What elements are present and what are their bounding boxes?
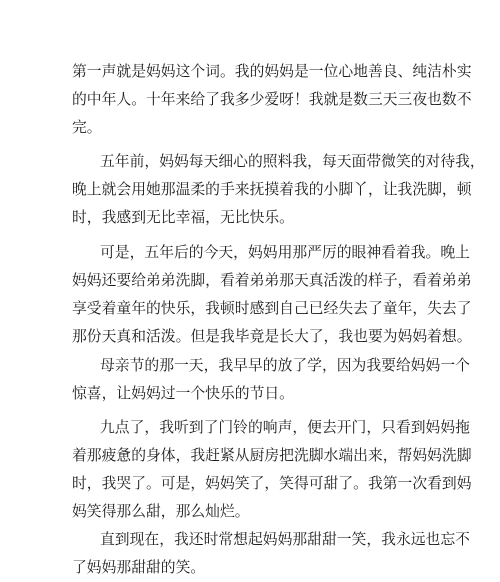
text-line: 完。 bbox=[72, 119, 102, 136]
text-line: 妈妈还要给弟弟洗脚，看着弟弟那天真活泼的样子，看着弟弟 bbox=[72, 272, 472, 289]
paragraph-5 bbox=[72, 414, 472, 526]
text-line: 的中年人。十年来给了我多少爱呀！我就是数三天三夜也数不 bbox=[72, 91, 472, 108]
text-line: 直到现在，我还时常想起妈妈那甜甜一笑，我永远也忘不 bbox=[100, 531, 470, 548]
paragraph-1 bbox=[72, 58, 472, 142]
text-line: 时，我感到无比幸福，无比快乐。 bbox=[72, 209, 294, 226]
text-line: 第一声就是妈妈这个词。我的妈妈是一位心地善良、纯洁朴实 bbox=[72, 63, 472, 80]
paragraph-4 bbox=[72, 352, 470, 408]
text-line: 妈笑得那么甜，那么灿烂。 bbox=[72, 503, 250, 520]
paragraph-6 bbox=[72, 526, 470, 582]
text-line: 母亲节的那一天，我早早的放了学，因为我要给妈妈一个 bbox=[100, 357, 470, 374]
text-line: 了妈妈那甜甜的笑。 bbox=[72, 559, 206, 576]
text-line: 着那疲惫的身体，我赶紧从厨房把洗脚水端出来，帮妈妈洗脚 bbox=[72, 447, 472, 464]
text-line: 时，我哭了。可是，妈妈笑了，笑得可甜了。我第一次看到妈 bbox=[72, 475, 472, 492]
text-line: 五年前，妈妈每天细心的照料我，每天面带微笑的对待我， bbox=[100, 153, 485, 170]
paragraph-2 bbox=[72, 148, 485, 232]
text-line: 晚上就会用她那温柔的手来抚摸着我的小脚丫，让我洗脚，顿 bbox=[72, 181, 472, 198]
text-line: 可是，五年后的今天，妈妈用那严厉的眼神看着我。晚上 bbox=[100, 244, 470, 261]
text-line: 惊喜，让妈妈过一个快乐的节日。 bbox=[72, 385, 294, 402]
text-line: 那份天真和活泼。但是我毕竟是长大了，我也要为妈妈着想。 bbox=[72, 328, 472, 345]
text-line: 享受着童年的快乐，我顿时感到自己已经失去了童年，失去了 bbox=[72, 300, 472, 317]
text-line: 九点了，我听到了门铃的响声，便去开门，只看到妈妈拖 bbox=[100, 419, 470, 436]
paragraph-3 bbox=[72, 239, 472, 351]
